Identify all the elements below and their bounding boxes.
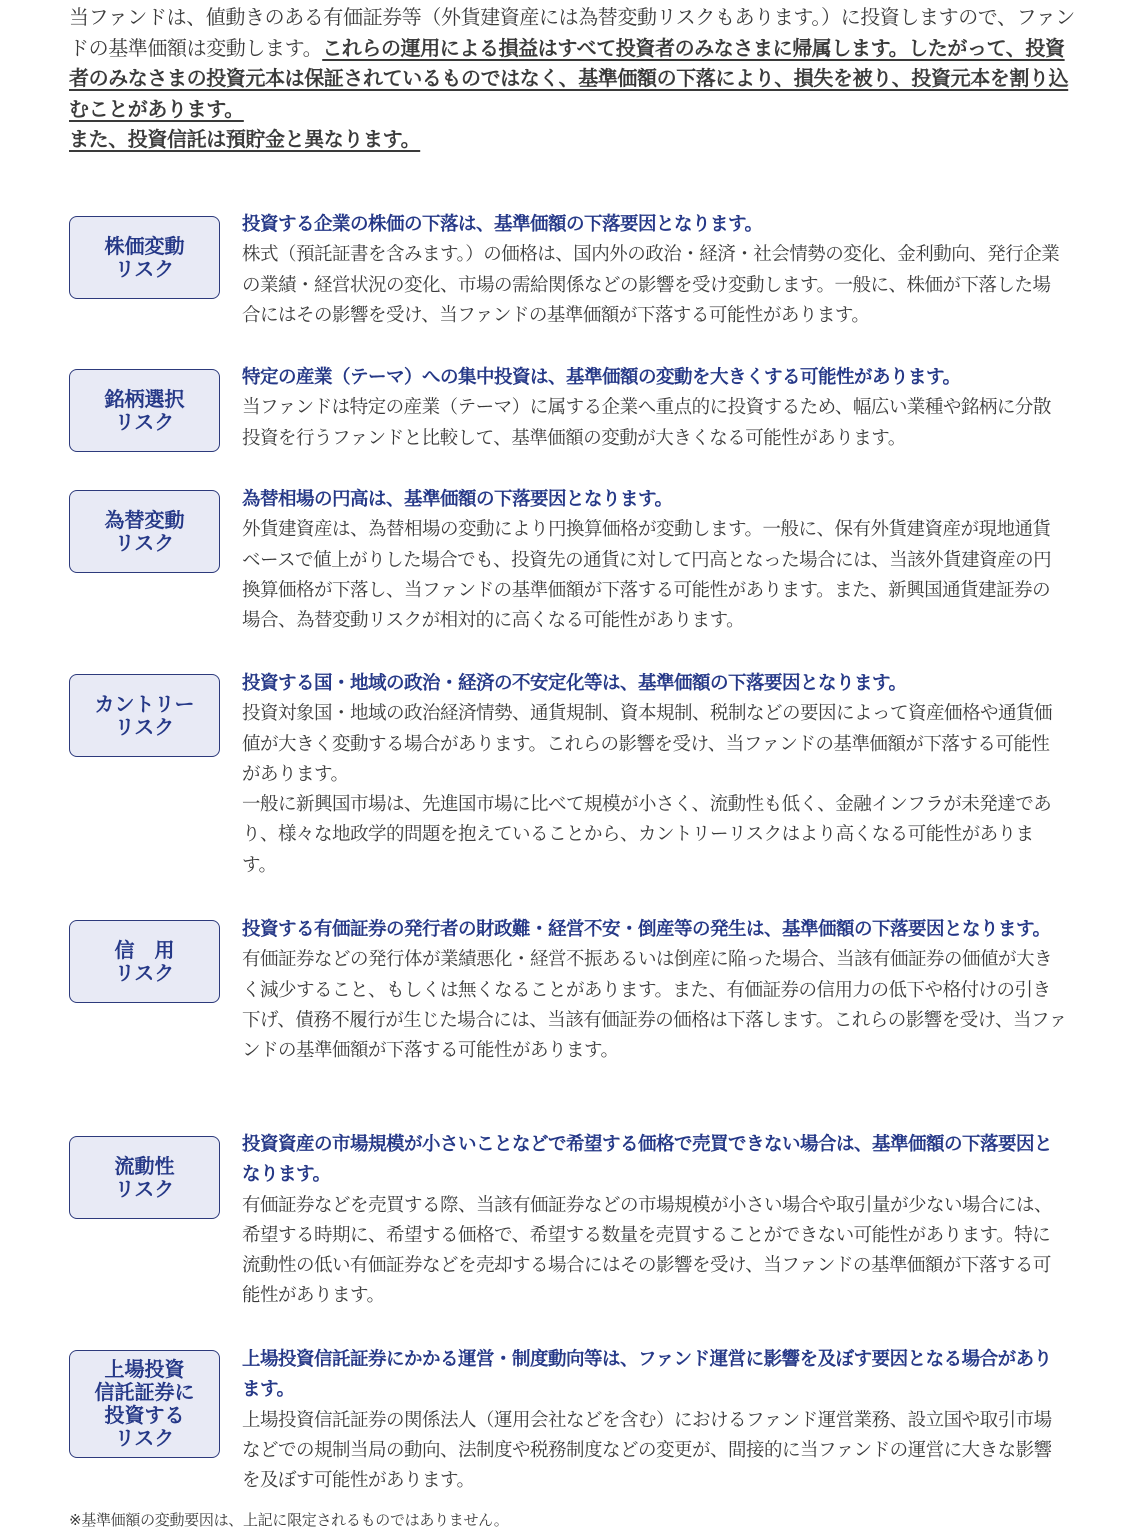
risk-text: 外貨建資産は、為替相場の変動により円換算価格が変動します。一般に、保有外貨建資産が現地通貨ベースで値上がりした場合でも、投資先の通貨に対して円高となった場合には、当該外貨建資産の円換算価格が下落し、当ファンドの基準価額が下落する可能性があります。また、新興国通貨建証券の場合、為替変動リスクが相対的に高くなる可能性があります。 xyxy=(242,519,1052,632)
risk-label-listed-investment-trust: 上場投資 信託証券に 投資する リスク xyxy=(69,1350,220,1458)
risk-heading: 投資する国・地域の政治・経済の不安定化等は、基準価額の下落要因となります。 xyxy=(242,673,907,694)
risk-description xyxy=(242,210,1067,331)
risk-heading: 為替相場の円高は、基準価額の下落要因となります。 xyxy=(242,489,673,510)
risk-label-liquidity: 流動性 リスク xyxy=(69,1136,220,1219)
risk-heading: 投資する企業の株価の下落は、基準価額の下落要因となります。 xyxy=(242,214,763,235)
intro-emphasis-text: これらの運用による損益はすべて投資者のみなさまに帰属します。したがって、投資者のみなさまの投資元本は保証されているものではなく、基準価額の下落により、損失を被り、投資元本を割り込むことがあります。 xyxy=(69,35,1069,121)
risk-heading: 投資する有価証券の発行者の財政難・経営不安・倒産等の発生は、基準価額の下落要因となります。 xyxy=(242,919,1051,940)
risk-label-stock-selection: 銘柄選択 リスク xyxy=(69,369,220,452)
risk-label-stock-price: 株価変動 リスク xyxy=(69,216,220,299)
risk-text: 有価証券などの発行体が業績悪化・経営不振あるいは倒産に陥った場合、当該有価証券の価値が大きく減少すること、もしくは無くなることがあります。また、有価証券の信用力の低下や格付けの引き下げ、債務不履行が生じた場合には、当該有価証券の価格は下落します。これらの影響を受け、当ファンドの基準価額が下落する可能性があります。 xyxy=(242,949,1067,1062)
intro-deposit-note: また、投資信託は預貯金と異なります。 xyxy=(69,127,421,151)
risk-description xyxy=(242,1130,1067,1312)
risk-text: 有価証券などを売買する際、当該有価証券などの市場規模が小さい場合や取引量が少ない場合には、希望する時期に、希望する価格で、希望する数量を売買することができない可能性があります。特に流動性の低い有価証券などを売却する場合にはその影響を受け、当ファンドの基準価額が下落する可能性があります。 xyxy=(242,1194,1053,1307)
risk-text: 当ファンドは特定の産業（テーマ）に属する企業へ重点的に投資するため、幅広い業種や銘柄に分散投資を行うファンドと比較して、基準価額の変動が大きくなる可能性があります。 xyxy=(242,397,1051,449)
risk-description xyxy=(242,363,1067,454)
intro-plain-text: 当ファンドは、値動きのある有価証券等（外貨建資産には為替変動リスクもあります。）に投資しますので、ファンドの基準価額は変動します。 xyxy=(69,5,1075,60)
risk-description xyxy=(242,1345,1067,1496)
risk-heading: 投資資産の市場規模が小さいことなどで希望する価格で売買できない場合は、基準価額の下落要因となります。 xyxy=(242,1134,1053,1186)
risk-label-country: カントリー リスク xyxy=(69,674,220,757)
risk-text: 投資対象国・地域の政治経済情勢、通貨規制、資本規制、税制などの要因によって資産価格や通貨価値が大きく変動する場合があります。これらの影響を受け、当ファンドの基準価額が下落する可能性があります。 xyxy=(242,703,1053,785)
risk-heading: 上場投資信託証券にかかる運営・制度動向等は、ファンド運営に影響を及ぼす要因となる場合があります。 xyxy=(242,1349,1052,1401)
risk-description xyxy=(242,669,1067,881)
risk-description xyxy=(242,915,1067,1066)
intro-paragraph xyxy=(69,2,1079,155)
risk-heading: 特定の産業（テーマ）への集中投資は、基準価額の変動を大きくする可能性があります。 xyxy=(242,367,961,388)
risk-text: 株式（預託証書を含みます。）の価格は、国内外の政治・経済・社会情勢の変化、金利動向、発行企業の業績・経営状況の変化、市場の需給関係などの影響を受け変動します。一般に、株価が下落した場合にはその影響を受け、当ファンドの基準価額が下落する可能性があります。 xyxy=(242,244,1060,326)
risk-label-credit: 信 用 リスク xyxy=(69,920,220,1003)
footnote: ※基準価額の変動要因は、上記に限定されるものではありません。 xyxy=(69,1511,509,1529)
risk-label-currency: 為替変動 リスク xyxy=(69,490,220,573)
risk-text: 上場投資信託証券の関係法人（運用会社などを含む）におけるファンド運営業務、設立国や取引市場などでの規制当局の動向、法制度や税務制度などの変更が、間接的に当ファンドの運営に大きな影響を及ぼす可能性があります。 xyxy=(242,1409,1052,1492)
risk-text-additional: 一般に新興国市場は、先進国市場に比べて規模が小さく、流動性も低く、金融インフラが未発達であり、様々な地政学的問題を抱えていることから、カントリーリスクはより高くなる可能性があります。 xyxy=(242,794,1052,876)
risk-description xyxy=(242,485,1067,636)
